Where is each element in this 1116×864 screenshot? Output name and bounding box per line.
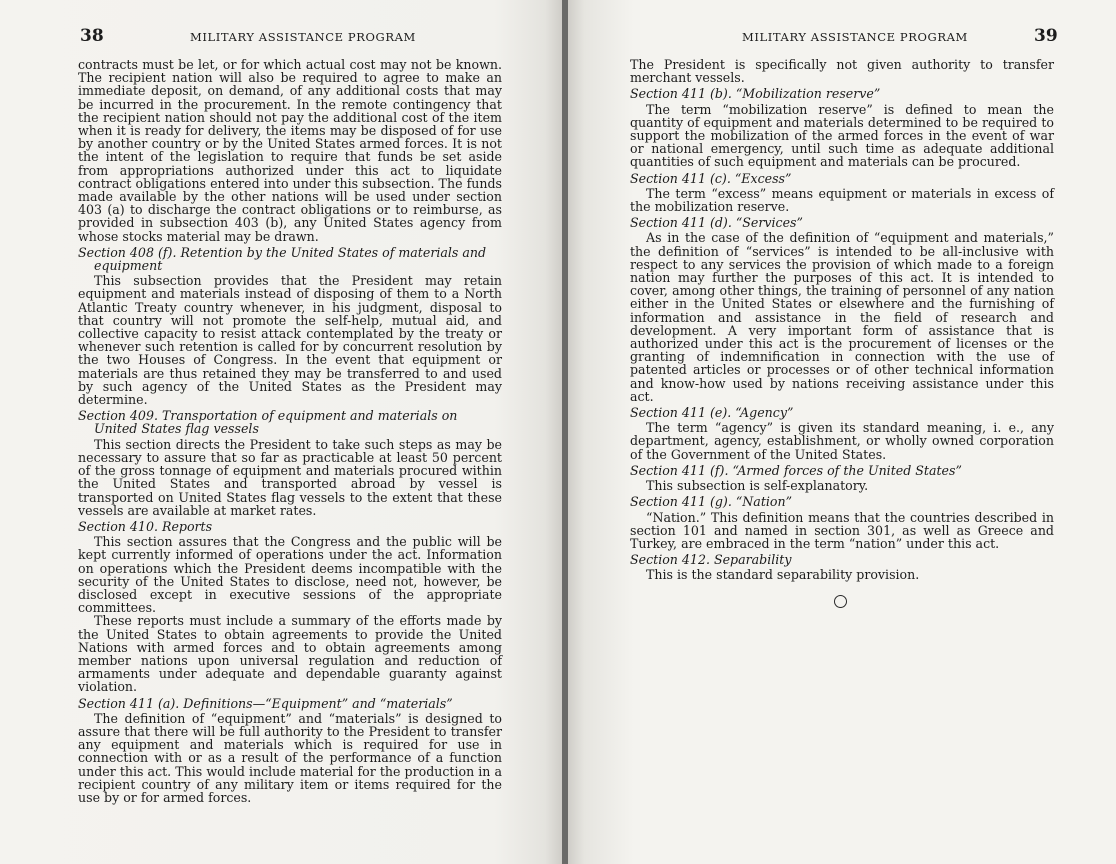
page-number: 39 — [1034, 26, 1058, 46]
section-heading: Section 411 (e). “Agency” — [630, 405, 794, 421]
paragraph: This subsection provides that the President may retain equipment and materials instead of disposing of them to a North Atlantic Treaty country whenever, in his judgment, disposal to that country will not promote the self-help, mutual aid, and collective capacity to resist attack contemplated by the treaty or whenever such retention is called for by concurrent resolution by the two Houses of Congress. In the event that equipment or materials are thus retained they may be transferred to and used by such agency of the United States as the President may determine. — [78, 273, 502, 408]
paragraph: As in the case of the definition of “equipment and materials,” the definition of “services” is intended to be all-inclusive with respect to any services the provision of which made to a foreign nation may further the purposes of this act. It is intended to cover, among other things, the training of personnel of any nation either in the United States or elsewhere and the furnishing of information and assistance in the field of research and development. A very important form of assistance that is authorized under this act is the procurement of licenses or the granting of indemnification in connection with the use of patented articles or processes or of other technical information and know-how used by nations receiving assistance under this act. — [630, 230, 1054, 404]
running-head: MILITARY ASSISTANCE PROGRAM — [190, 30, 416, 44]
section-heading: Section 409. Transportation of equipment and materials on United States flag vessels — [78, 408, 458, 437]
section-heading: Section 411 (d). “Services” — [630, 215, 803, 231]
section-heading: Section 411 (b). “Mobilization reserve” — [630, 86, 881, 102]
section-heading: Section 412. Separability — [630, 552, 792, 568]
paragraph: The term “mobilization reserve” is defined to mean the quantity of equipment and materials determined to be required to support the mobilization of the armed forces in the event of war or national emergency, until such time as adequate additional quantities of such equipment and materials can be procured. — [630, 101, 1054, 170]
page-number: 38 — [80, 26, 104, 46]
paragraph: This subsection is self-explanatory. — [646, 478, 869, 494]
text-column — [630, 58, 1054, 582]
section-heading: Section 408 (f). Retention by the United States of materials and equipment — [78, 244, 487, 274]
section-heading: Section 411 (a). Definitions—“Equipment” and “materials” — [78, 695, 453, 711]
section-heading: Section 410. Reports — [78, 518, 213, 534]
right-page — [568, 0, 1116, 864]
section-heading: Section 411 (f). “Armed forces of the United States” — [630, 462, 962, 478]
section-heading: Section 411 (c). “Excess” — [630, 170, 792, 186]
paragraph: “Nation.” This definition means that the countries described in section 101 and named in section 301, as well as Greece and Turkey, are embraced in the term “nation” under this act. — [630, 509, 1054, 551]
paragraph: This section directs the President to take such steps as may be necessary to assure that so far as practicable at least 50 percent of the gross tonnage of equipment and materials procured within the United States and transported abroad by vessel is transported on United States flag vessels to the extent that these vessels are available at market rates. — [78, 436, 502, 518]
paragraph: This is the standard separability provision. — [646, 567, 920, 583]
running-head: MILITARY ASSISTANCE PROGRAM — [742, 30, 968, 44]
section-heading: Section 411 (g). “Nation” — [630, 494, 793, 510]
paragraph: The term “excess” means equipment or materials in excess of the mobilization reserve. — [630, 185, 1054, 215]
paragraph: This section assures that the Congress and the public will be kept currently informed of operations under the act. Information on operations which the President deems incompatible with the security of the United States to disclose, need not, however, be disclosed except in executive sessions of the appropriate committees. — [78, 534, 502, 616]
paragraph: These reports must include a summary of the efforts made by the United States to obtain agreements to provide the United Nations with armed forces and to obtain agreements among member nations upon universal regulation and reduction of armaments under adequate and dependable guaranty against violation. — [78, 613, 502, 695]
paragraph: The President is specifically not given authority to transfer merchant vessels. — [630, 57, 1054, 86]
paragraph: The term “agency” is given its standard meaning, i. e., any department, agency, establishment, or wholly owned corporation of the Government of the United States. — [630, 420, 1054, 462]
paragraph: contracts must be let, or for which actual cost may not be known. The recipient nation will also be required to agree to make an immediate deposit, on demand, of any additional costs that may be incurred in the procurement. In the remote contingency that the recipient nation should not pay the additional cost of the item when it is ready for delivery, the items may be disposed of for use by another country or by the United States armed forces. It is not the intent of the legislation to require that funds be set aside from appropriations authorized under this act to liquidate contract obligations entered into under this subsection. The funds made available by the other nations will be used under section 403 (a) to discharge the contract obligations or to reimburse, as provided in subsection 403 (b), any United States agency from whose stocks material may be drawn. — [78, 57, 502, 244]
text-column — [78, 58, 502, 804]
paragraph: The definition of “equipment” and “materials” is designed to assure that there will be full authority to the President to transfer any equipment and materials which is required for use in connection with or as a result of the performance of a function under this act. This would include material for the production in a recipient country of any military item or items required for the use by or for armed forces. — [78, 710, 502, 805]
end-mark-circle-icon — [834, 595, 847, 608]
